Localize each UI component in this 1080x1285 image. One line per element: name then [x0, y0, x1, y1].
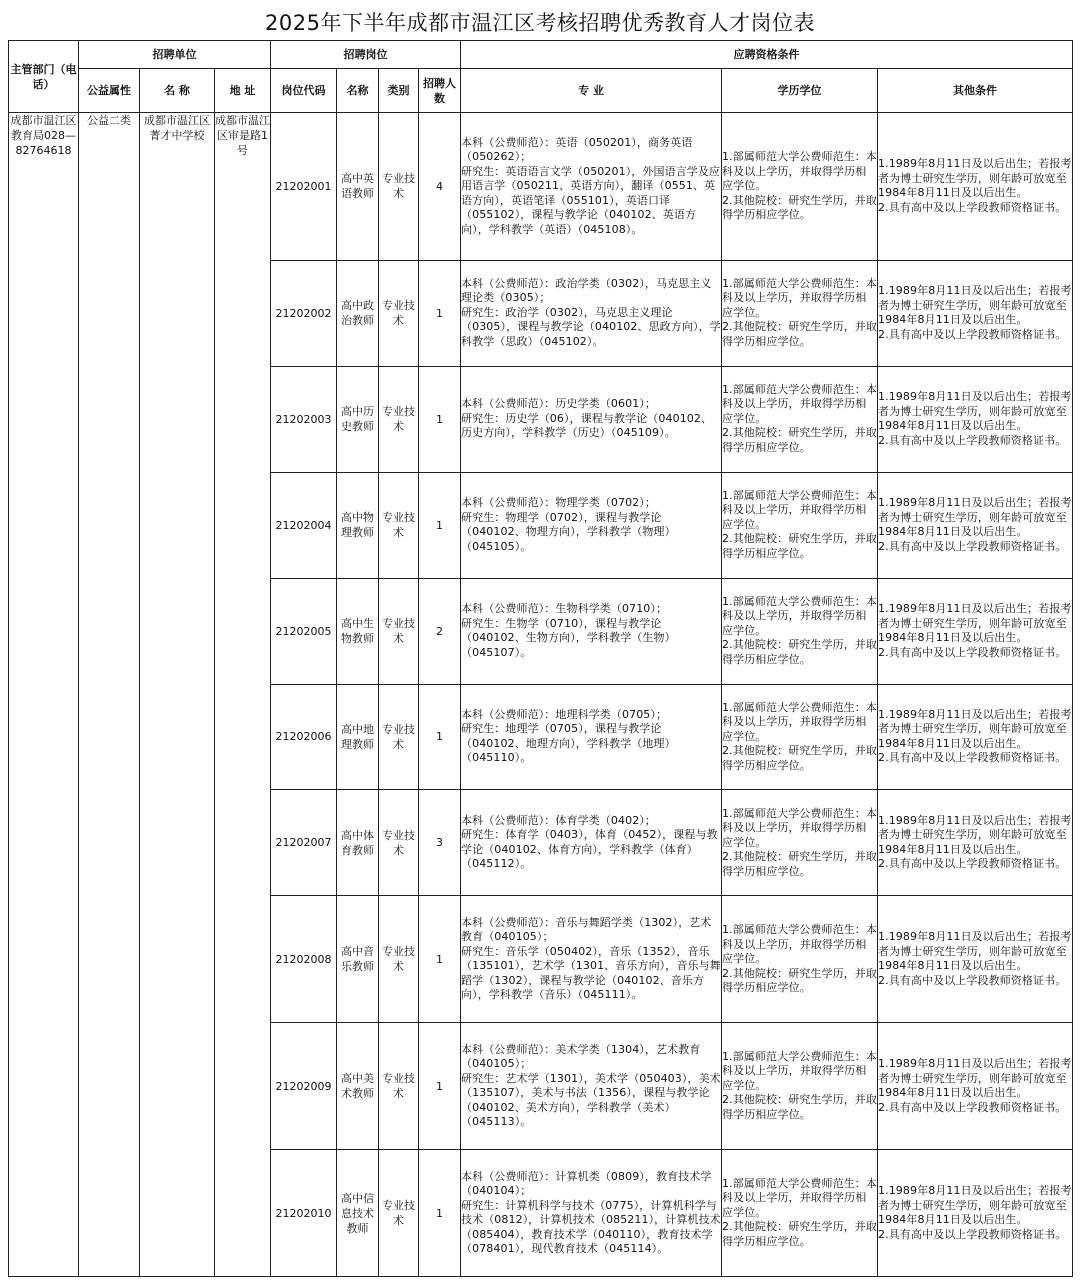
degree-cell: 1.部属师范大学公费师范生：本科及以上学历，并取得学历相应学位。 2.其他院校：研究生学历，并取得学历相应学位。	[722, 896, 878, 1023]
header-degree: 学历学位	[722, 69, 878, 113]
post-code-cell: 21202009	[271, 1023, 337, 1150]
header-major: 专 业	[461, 69, 722, 113]
major-cell: 本科（公费师范）：生物科学类（0710）； 研究生：生物学（0710），课程与教学论（040102、生物方向），学科教学（生物）（045107）。	[461, 578, 722, 684]
category-cell: 专业技术	[379, 113, 419, 261]
other-cell: 1.1989年8月11日及以后出生；若报考者为博士研究生学历，则年龄可放宽至1984年8月11日及以后出生。 2.具有高中及以上学段教师资格证书。	[878, 684, 1073, 790]
unit-name-cell: 成都市温江区菁才中学校	[140, 113, 215, 1277]
post-code-cell: 21202006	[271, 684, 337, 790]
major-cell: 本科（公费师范）：计算机类（0809），教育技术学（040104）； 研究生：计算机科学与技术（0775），计算机科学与技术（0812），计算机技术（085211），计算机技术（085404），教育技术学（040110），教育技术学（078401），现代教育技术（045114）。	[461, 1150, 722, 1277]
header-count: 招聘人数	[419, 69, 461, 113]
count-cell: 4	[419, 113, 461, 261]
post-name-cell: 高中体育教师	[337, 790, 379, 896]
header-address: 地 址	[215, 69, 271, 113]
degree-cell: 1.部属师范大学公费师范生：本科及以上学历，并取得学历相应学位。 2.其他院校：研究生学历，并取得学历相应学位。	[722, 1150, 878, 1277]
degree-cell: 1.部属师范大学公费师范生：本科及以上学历，并取得学历相应学位。 2.其他院校：研究生学历，并取得学历相应学位。	[722, 472, 878, 578]
major-cell: 本科（公费师范）：地理科学类（0705）； 研究生：地理学（0705），课程与教学论（040102、地理方向），学科教学（地理）（045110）。	[461, 684, 722, 790]
count-cell: 1	[419, 1150, 461, 1277]
post-code-cell: 21202003	[271, 366, 337, 472]
count-cell: 1	[419, 684, 461, 790]
other-cell: 1.1989年8月11日及以后出生；若报考者为博士研究生学历，则年龄可放宽至1984年8月11日及以后出生。 2.具有高中及以上学段教师资格证书。	[878, 896, 1073, 1023]
post-name-cell: 高中美术教师	[337, 1023, 379, 1150]
post-code-cell: 21202010	[271, 1150, 337, 1277]
category-cell: 专业技术	[379, 1150, 419, 1277]
header-row-group	[9, 41, 1073, 69]
category-cell: 专业技术	[379, 790, 419, 896]
degree-cell: 1.部属师范大学公费师范生：本科及以上学历，并取得学历相应学位。 2.其他院校：研究生学历，并取得学历相应学位。	[722, 684, 878, 790]
category-cell: 专业技术	[379, 472, 419, 578]
count-cell: 1	[419, 1023, 461, 1150]
post-name-cell: 高中信息技术教师	[337, 1150, 379, 1277]
degree-cell: 1.部属师范大学公费师范生：本科及以上学历，并取得学历相应学位。 2.其他院校：研究生学历，并取得学历相应学位。	[722, 113, 878, 261]
major-cell: 本科（公费师范）：音乐与舞蹈学类（1302），艺术教育（040105）； 研究生：音乐学（050402），音乐（1352），音乐（135101），艺术学（1301、音乐方向），音乐与舞蹈学（1302），课程与教学论（040102、音乐方向），学科教学（音乐）（045111）。	[461, 896, 722, 1023]
other-cell: 1.1989年8月11日及以后出生；若报考者为博士研究生学历，则年龄可放宽至1984年8月11日及以后出生。 2.具有高中及以上学段教师资格证书。	[878, 578, 1073, 684]
post-code-cell: 21202005	[271, 578, 337, 684]
category-cell: 专业技术	[379, 684, 419, 790]
major-cell: 本科（公费师范）：英语（050201），商务英语（050262）； 研究生：英语语言文学（050201），外国语言学及应用语言学（050211、英语方向），翻译（0551、英语方向），英语笔译（055101），英语口译（055102），课程与教学论（040102、英语方向），学科教学（英语）（045108）。	[461, 113, 722, 261]
post-name-cell: 高中音乐教师	[337, 896, 379, 1023]
other-cell: 1.1989年8月11日及以后出生；若报考者为博士研究生学历，则年龄可放宽至1984年8月11日及以后出生。 2.具有高中及以上学段教师资格证书。	[878, 790, 1073, 896]
post-code-cell: 21202004	[271, 472, 337, 578]
post-code-cell: 21202008	[271, 896, 337, 1023]
header-post-group: 招聘岗位	[271, 41, 461, 69]
major-cell: 本科（公费师范）：物理学类（0702）； 研究生：物理学（0702），课程与教学论（040102、物理方向），学科教学（物理）（045105）。	[461, 472, 722, 578]
major-cell: 本科（公费师范）：历史学类（0601）； 研究生：历史学（06），课程与教学论（040102、历史方向），学科教学（历史）（045109）。	[461, 366, 722, 472]
category-cell: 专业技术	[379, 896, 419, 1023]
header-category: 类别	[379, 69, 419, 113]
header-qual-group: 应聘资格条件	[461, 41, 1073, 69]
header-dept: 主管部门（电话）	[9, 41, 79, 113]
category-cell: 专业技术	[379, 366, 419, 472]
count-cell: 1	[419, 896, 461, 1023]
welfare-cell: 公益二类	[79, 113, 140, 1277]
table-body	[9, 113, 1073, 1277]
degree-cell: 1.部属师范大学公费师范生：本科及以上学历，并取得学历相应学位。 2.其他院校：研究生学历，并取得学历相应学位。	[722, 790, 878, 896]
degree-cell: 1.部属师范大学公费师范生：本科及以上学历，并取得学历相应学位。 2.其他院校：研究生学历，并取得学历相应学位。	[722, 1023, 878, 1150]
major-cell: 本科（公费师范）：体育学类（0402）； 研究生：体育学（0403），体育（0452），课程与教学论（040102、体育方向），学科教学（体育）（045112）。	[461, 790, 722, 896]
degree-cell: 1.部属师范大学公费师范生：本科及以上学历，并取得学历相应学位。 2.其他院校：研究生学历，并取得学历相应学位。	[722, 260, 878, 366]
count-cell: 1	[419, 260, 461, 366]
other-cell: 1.1989年8月11日及以后出生；若报考者为博士研究生学历，则年龄可放宽至1984年8月11日及以后出生。 2.具有高中及以上学段教师资格证书。	[878, 1023, 1073, 1150]
category-cell: 专业技术	[379, 578, 419, 684]
header-row-columns	[9, 69, 1073, 113]
post-name-cell: 高中生物教师	[337, 578, 379, 684]
other-cell: 1.1989年8月11日及以后出生；若报考者为博士研究生学历，则年龄可放宽至1984年8月11日及以后出生。 2.具有高中及以上学段教师资格证书。	[878, 366, 1073, 472]
header-other: 其他条件	[878, 69, 1073, 113]
header-unit-group: 招聘单位	[79, 41, 271, 69]
other-cell: 1.1989年8月11日及以后出生；若报考者为博士研究生学历，则年龄可放宽至1984年8月11日及以后出生。 2.具有高中及以上学段教师资格证书。	[878, 472, 1073, 578]
header-post-name: 名称	[337, 69, 379, 113]
other-cell: 1.1989年8月11日及以后出生；若报考者为博士研究生学历，则年龄可放宽至1984年8月11日及以后出生。 2.具有高中及以上学段教师资格证书。	[878, 260, 1073, 366]
address-cell: 成都市温江区审是路1号	[215, 113, 271, 1277]
post-code-cell: 21202001	[271, 113, 337, 261]
degree-cell: 1.部属师范大学公费师范生：本科及以上学历，并取得学历相应学位。 2.其他院校：研究生学历，并取得学历相应学位。	[722, 366, 878, 472]
other-cell: 1.1989年8月11日及以后出生；若报考者为博士研究生学历，则年龄可放宽至1984年8月11日及以后出生。 2.具有高中及以上学段教师资格证书。	[878, 113, 1073, 261]
header-welfare: 公益属性	[79, 69, 140, 113]
post-code-cell: 21202007	[271, 790, 337, 896]
post-code-cell: 21202002	[271, 260, 337, 366]
other-cell: 1.1989年8月11日及以后出生；若报考者为博士研究生学历，则年龄可放宽至1984年8月11日及以后出生。 2.具有高中及以上学段教师资格证书。	[878, 1150, 1073, 1277]
recruitment-table	[8, 40, 1073, 1277]
post-name-cell: 高中政治教师	[337, 260, 379, 366]
category-cell: 专业技术	[379, 260, 419, 366]
header-code: 岗位代码	[271, 69, 337, 113]
post-name-cell: 高中英语教师	[337, 113, 379, 261]
post-name-cell: 高中历史教师	[337, 366, 379, 472]
category-cell: 专业技术	[379, 1023, 419, 1150]
header-unit-name: 名 称	[140, 69, 215, 113]
post-name-cell: 高中地理教师	[337, 684, 379, 790]
page-title: 2025年下半年成都市温江区考核招聘优秀教育人才岗位表	[265, 11, 815, 35]
count-cell: 1	[419, 366, 461, 472]
major-cell: 本科（公费师范）：政治学类（0302），马克思主义理论类（0305）； 研究生：政治学（0302），马克思主义理论（0305），课程与教学论（040102、思政方向），学科教学（思政）（045102）。	[461, 260, 722, 366]
post-name-cell: 高中物理教师	[337, 472, 379, 578]
count-cell: 3	[419, 790, 461, 896]
major-cell: 本科（公费师范）：美术学类（1304），艺术教育（040105）； 研究生：艺术学（1301），美术学（050403），美术（135107），美术与书法（1356），课程与教学论（040102、美术方向），学科教学（美术）（045113）。	[461, 1023, 722, 1150]
count-cell: 1	[419, 472, 461, 578]
table-row	[9, 113, 1073, 261]
count-cell: 2	[419, 578, 461, 684]
dept-cell: 成都市温江区教育局028—82764618	[9, 113, 79, 1277]
degree-cell: 1.部属师范大学公费师范生：本科及以上学历，并取得学历相应学位。 2.其他院校：研究生学历，并取得学历相应学位。	[722, 578, 878, 684]
